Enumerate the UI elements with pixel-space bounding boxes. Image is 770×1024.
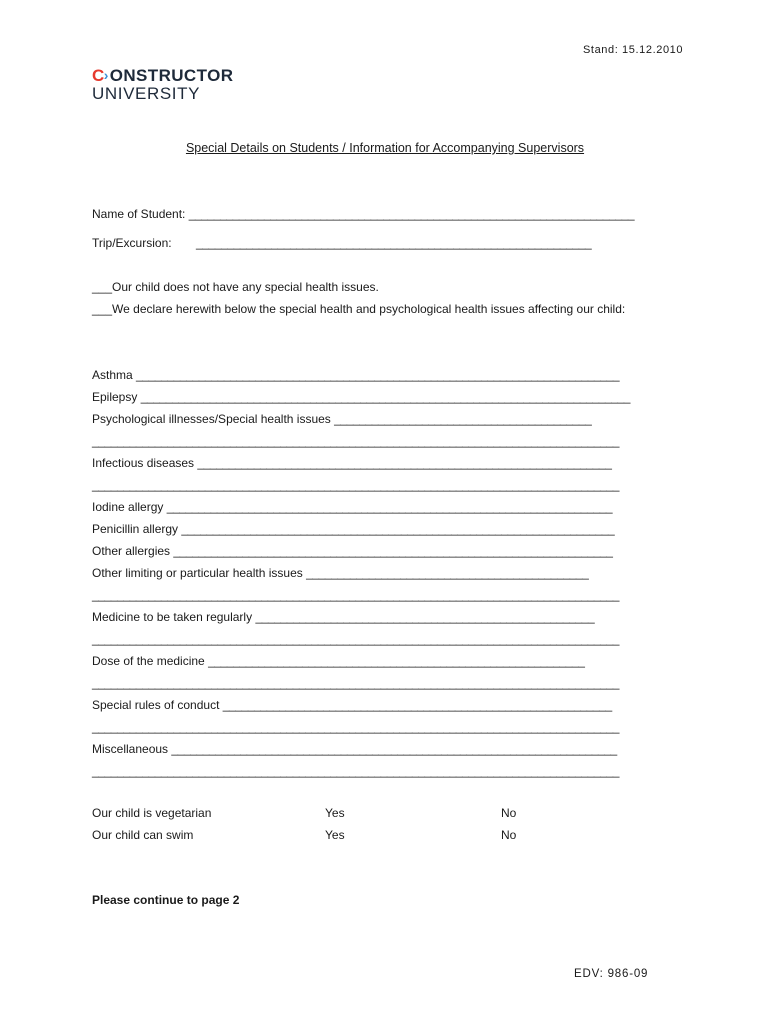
conduct-continuation[interactable]: ____________________________________________________________________________________: [92, 720, 620, 734]
trip-label: Trip/Excursion:: [92, 236, 172, 250]
swim-no[interactable]: No: [501, 828, 517, 842]
asthma-field[interactable]: Asthma _____________________________________________________________________________: [92, 368, 620, 382]
swim-yes[interactable]: Yes: [325, 828, 345, 842]
infectious-label: Infectious diseases: [92, 456, 195, 470]
infectious-field[interactable]: Infectious diseases __________________________________________________________________: [92, 456, 612, 470]
misc-label: Miscellaneous: [92, 742, 169, 756]
psych-label: Psychological illnesses/Special health issues: [92, 412, 331, 426]
iodine-label: Iodine allergy: [92, 500, 164, 514]
iodine-field[interactable]: Iodine allergy _______________________________________________________________________: [92, 500, 613, 514]
dose-field[interactable]: Dose of the medicine ____________________________________________________________: [92, 654, 585, 668]
misc-continuation[interactable]: ____________________________________________________________________________________: [92, 764, 620, 778]
edv-code: EDV: 986-09: [574, 968, 649, 980]
vegetarian-no[interactable]: No: [501, 806, 517, 820]
psych-continuation[interactable]: ____________________________________________________________________________________: [92, 434, 620, 448]
medicine-continuation[interactable]: ____________________________________________________________________________________: [92, 632, 620, 646]
name-of-student-label: Name of Student:: [92, 207, 186, 221]
other-limiting-continuation[interactable]: ____________________________________________________________________________________: [92, 588, 620, 602]
logo: [92, 66, 233, 103]
vegetarian-label: Our child is vegetarian: [92, 806, 212, 820]
penicillin-field[interactable]: Penicillin allergy _____________________________________________________________________: [92, 522, 615, 536]
conduct-field[interactable]: Special rules of conduct ______________________________________________________________: [92, 698, 612, 712]
logo-text-bottom: UNIVERSITY: [92, 84, 201, 103]
other-allergies-field[interactable]: Other allergies ______________________________________________________________________: [92, 544, 613, 558]
other-limiting-label: Other limiting or particular health issues: [92, 566, 303, 580]
psych-field[interactable]: Psychological illnesses/Special health issues _________________________________________: [92, 412, 592, 426]
misc-field[interactable]: Miscellaneous _______________________________________________________________________: [92, 742, 617, 756]
page-title: Special Details on Students / Information for Accompanying Supervisors: [185, 141, 585, 155]
medicine-field[interactable]: Medicine to be taken regularly ______________________________________________________: [92, 610, 595, 624]
epilepsy-field[interactable]: Epilepsy ______________________________________________________________________________: [92, 390, 631, 404]
dose-continuation[interactable]: ____________________________________________________________________________________: [92, 676, 620, 690]
other-allergies-label: Other allergies: [92, 544, 171, 558]
swim-label: Our child can swim: [92, 828, 194, 842]
name-of-student-blank: _______________________________________________________________________: [188, 207, 635, 221]
continue-note: Please continue to page 2: [92, 893, 240, 907]
epilepsy-label: Epilepsy: [92, 390, 138, 404]
other-limiting-field[interactable]: Other limiting or particular health issues _____________________________________________: [92, 566, 589, 580]
declare-option[interactable]: ___We declare herewith below the special health and psychological health issues affecting our child:: [92, 302, 626, 316]
name-of-student-field[interactable]: [92, 207, 634, 221]
medicine-label: Medicine to be taken regularly: [92, 610, 253, 624]
vegetarian-yes[interactable]: Yes: [325, 806, 345, 820]
logo-text-top: ONSTRUCTOR: [109, 66, 234, 85]
logo-mark-icon: C ›: [92, 66, 109, 85]
asthma-label: Asthma: [92, 368, 133, 382]
trip-blank[interactable]: _______________________________________________________________: [196, 236, 592, 250]
conduct-label: Special rules of conduct: [92, 698, 220, 712]
trip-field[interactable]: [92, 236, 172, 250]
no-issues-option[interactable]: ___Our child does not have any special health issues.: [92, 280, 379, 294]
penicillin-label: Penicillin allergy: [92, 522, 179, 536]
infectious-continuation[interactable]: ____________________________________________________________________________________: [92, 478, 620, 492]
stand-date: Stand: 15.12.2010: [583, 44, 684, 56]
dose-label: Dose of the medicine: [92, 654, 205, 668]
